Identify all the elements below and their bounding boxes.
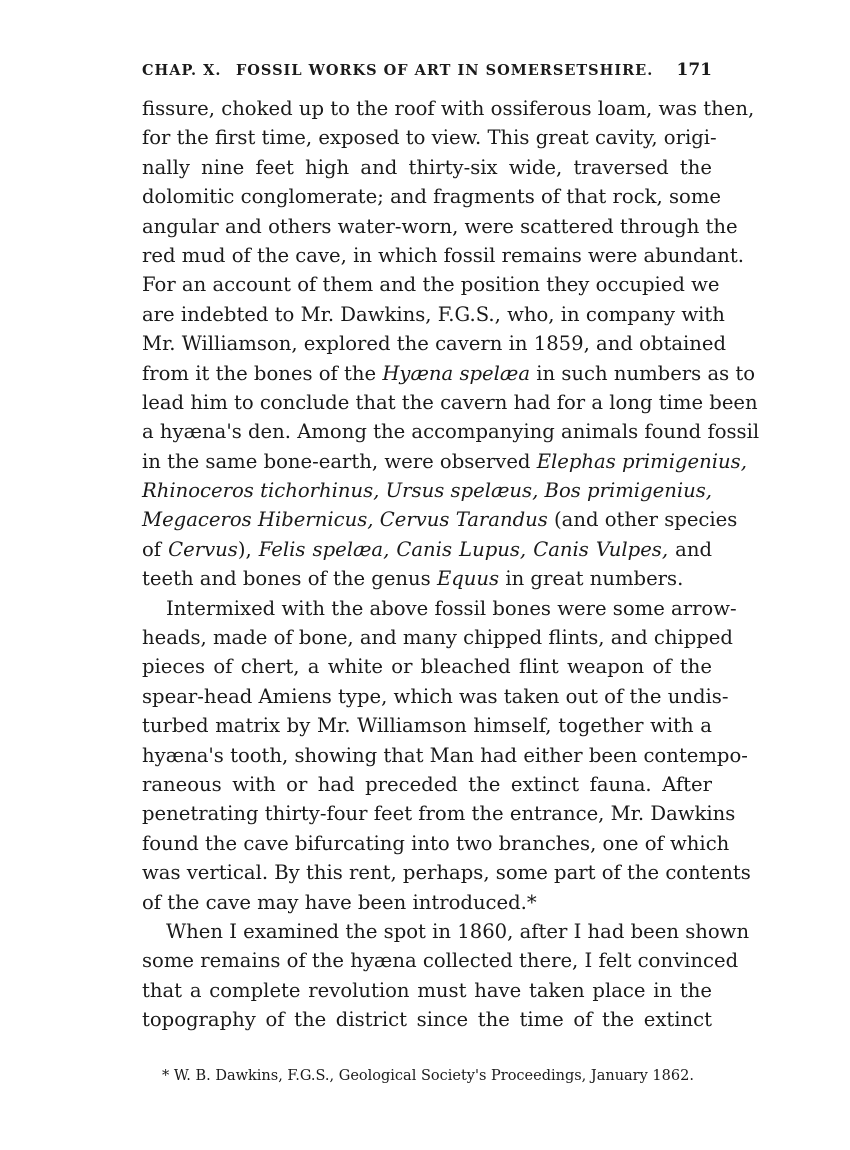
text-segment: in great numbers. — [499, 567, 684, 591]
text-segment: a hyæna's den. Among the accompanying animals found fossil — [142, 420, 760, 444]
text-line — [142, 799, 736, 828]
text-line — [142, 711, 712, 740]
page-number: 171 — [676, 60, 712, 80]
text-line — [142, 594, 737, 623]
text-segment: When I examined the spot in 1860, after I had been shown — [166, 919, 750, 943]
text-line — [142, 505, 738, 534]
text-segment: are indebted to Mr. Dawkins, F.G.S., who, in company with — [142, 302, 725, 326]
species-name: Felis spelæa, Canis Lupus, Canis Vulpes, — [258, 537, 669, 561]
text-segment: hyæna's tooth, showing that Man had either been contempo- — [142, 743, 748, 767]
text-segment: heads, made of bone, and many chipped flints, and chipped — [142, 626, 733, 650]
text-line — [142, 770, 712, 799]
text-line — [142, 741, 748, 770]
text-segment: for the first time, exposed to view. This great cavity, origi- — [142, 126, 717, 150]
text-segment: raneous with or had preceded the extinct fauna. After — [142, 772, 712, 796]
text-line — [142, 270, 720, 299]
text-segment: topography of the district since the time of the extinct — [142, 1008, 712, 1032]
text-segment: nally nine feet high and thirty-six wide, traversed the — [142, 155, 712, 179]
text-line — [142, 329, 727, 358]
text-segment: from it the bones of the — [142, 361, 383, 385]
text-line — [142, 359, 756, 388]
species-name: Hyæna spelæa — [382, 361, 531, 385]
species-name: Ursus spelæus, — [385, 479, 539, 503]
text-segment: found the cave bifurcating into two branches, one of which — [142, 831, 730, 855]
text-line — [142, 888, 712, 917]
text-segment: in such numbers as to — [530, 361, 756, 385]
text-line — [142, 623, 733, 652]
text-line — [142, 300, 725, 329]
text-segment: ), — [237, 537, 259, 561]
running-title: FOSSIL WORKS OF ART IN SOMERSETSHIRE. — [236, 62, 654, 79]
chapter-label: CHAP. X. — [142, 62, 222, 79]
text-segment: dolomitic conglomerate; and fragments of that rock, some — [142, 185, 722, 209]
text-segment: Intermixed with the above fossil bones were some arrow- — [166, 596, 737, 620]
text-segment: fissure, choked up to the roof with ossiferous loam, was then, — [142, 97, 755, 120]
text-segment: lead him to conclude that the cavern had for a long time been — [142, 390, 758, 414]
species-name: Cervus — [168, 537, 238, 561]
text-segment: that a complete revolution must have taken place in the — [142, 978, 712, 1002]
text-segment: of — [142, 537, 169, 561]
text-segment: was vertical. By this rent, perhaps, some part of the contents — [142, 861, 751, 885]
text-line — [142, 388, 758, 417]
text-line — [142, 447, 747, 476]
species-name: Rhinoceros tichorhinus, — [142, 479, 380, 503]
text-line — [142, 564, 712, 593]
species-name: Equus — [436, 567, 500, 591]
text-line — [142, 652, 712, 681]
text-segment: of the cave may have been introduced.* — [142, 890, 537, 914]
body-text — [142, 94, 760, 1035]
text-line — [142, 829, 730, 858]
text-segment: red mud of the cave, in which fossil remains were abundant. — [142, 243, 744, 267]
text-segment: angular and others water-worn, were scattered through the — [142, 214, 738, 238]
text-segment: in the same bone-earth, were observed — [142, 449, 537, 473]
text-line — [142, 94, 755, 123]
running-head — [142, 58, 712, 82]
text-line — [142, 976, 712, 1005]
text-segment: some remains of the hyæna collected there, I felt convinced — [142, 949, 739, 973]
text-line — [142, 682, 729, 711]
text-segment: penetrating thirty-four feet from the entrance, Mr. Dawkins — [142, 802, 736, 826]
text-line — [142, 1005, 712, 1034]
species-name: Megaceros Hibernicus, — [142, 508, 374, 532]
text-segment: teeth and bones of the genus — [142, 567, 437, 591]
text-line — [142, 212, 738, 241]
text-segment: (and other species — [547, 508, 738, 532]
text-line — [142, 123, 717, 152]
text-line — [142, 182, 722, 211]
text-line — [142, 858, 751, 887]
text-line — [142, 917, 750, 946]
text-segment: Mr. Williamson, explored the cavern in 1859, and obtained — [142, 332, 727, 356]
text-line — [142, 476, 712, 505]
species-name: Elephas primigenius, — [536, 449, 747, 473]
text-line — [142, 946, 739, 975]
text-line — [142, 535, 712, 564]
text-segment: and — [668, 537, 712, 561]
text-segment: spear-head Amiens type, which was taken out of the undis- — [142, 684, 729, 708]
text-line — [142, 153, 712, 182]
footnote: * W. B. Dawkins, F.G.S., Geological Society's Proceedings, January 1862. — [162, 1068, 694, 1084]
species-name: Cervus Tarandus — [379, 508, 548, 532]
text-line — [142, 241, 744, 270]
text-segment: For an account of them and the position they occupied we — [142, 273, 720, 297]
text-line — [142, 417, 760, 446]
text-segment: pieces of chert, a white or bleached flint weapon of the — [142, 655, 712, 679]
species-name: Bos primigenius, — [544, 479, 712, 503]
text-segment: turbed matrix by Mr. Williamson himself, together with a — [142, 714, 712, 738]
